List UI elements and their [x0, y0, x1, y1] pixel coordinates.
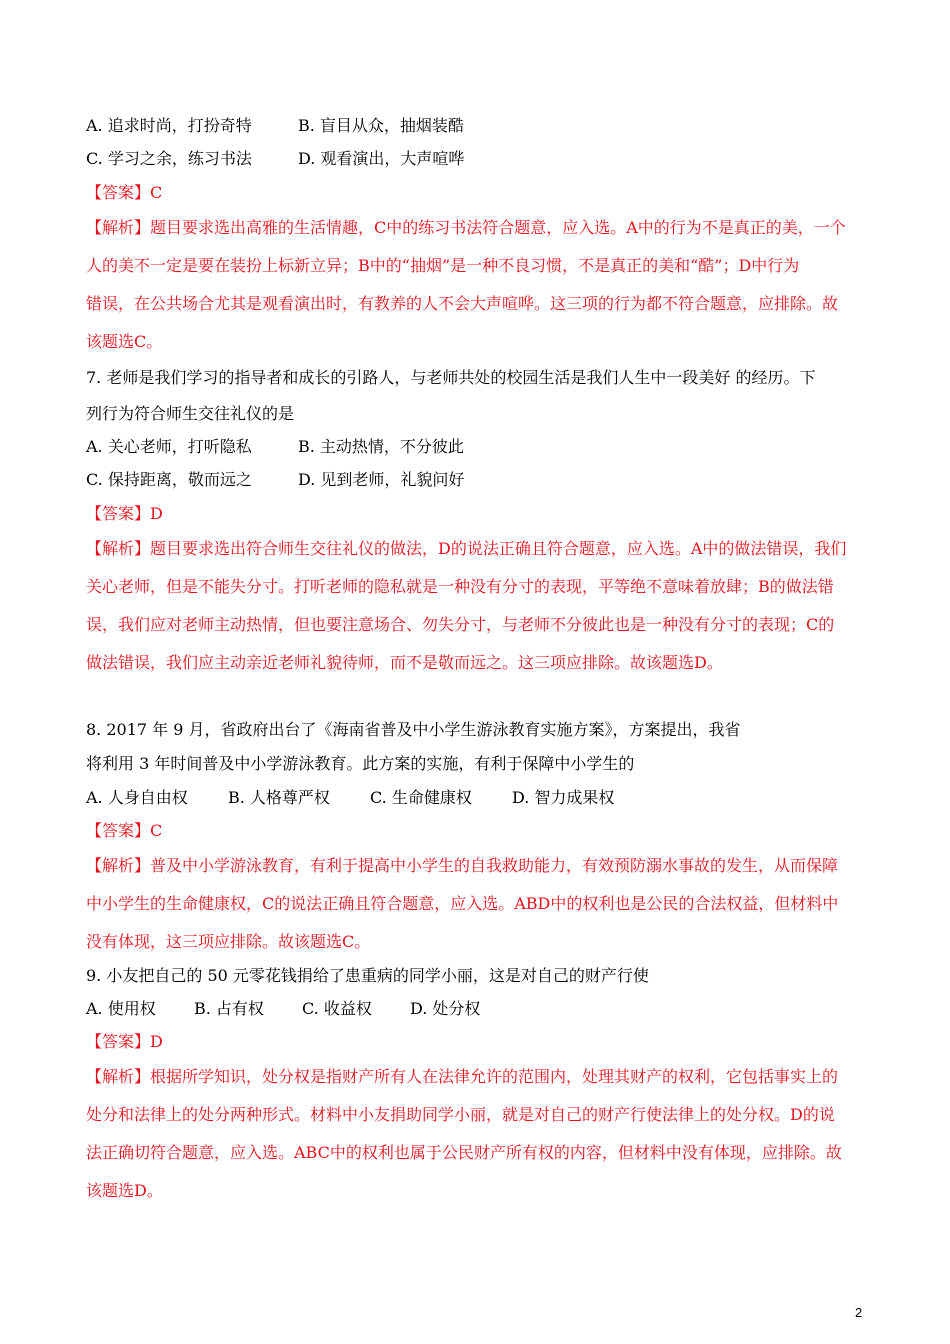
q9-analysis-line-2: 处分和法律上的处分两种形式。材料中小友捐助同学小丽，就是对自己的财产行使法律上的处分权。D的说: [86, 1105, 835, 1124]
option-c: C. 学习之余，练习书法: [86, 149, 252, 168]
option-c: C. 生命健康权: [370, 788, 472, 807]
option-b: B. 盲目从众，抽烟装酷: [298, 116, 464, 135]
option-a: A. 追求时尚，打扮奇特: [86, 116, 252, 135]
q7-stem-line-1: 7. 老师是我们学习的指导者和成长的引路人，与老师共处的校园生活是我们人生中一段美好 的经历。下: [86, 368, 816, 387]
prev-answer: 【答案】C: [86, 183, 163, 202]
q7-answer: 【答案】D: [86, 504, 163, 523]
option-b: B. 占有权: [194, 999, 264, 1018]
option-b: B. 人格尊严权: [228, 788, 330, 807]
q8-analysis-line-2: 中小学生的生命健康权，C的说法正确且符合题意，应入选。ABD中的权利也是公民的合法权益，但材料中: [86, 894, 839, 913]
option-a: A. 关心老师，打听隐私: [86, 437, 252, 456]
prev-analysis-line-2: 人的美不一定是要在装扮上标新立异；B中的“抽烟”是一种不良习惯，不是真正的美和“酷”；D中行为: [86, 256, 800, 275]
q9-answer: 【答案】D: [86, 1032, 163, 1051]
q7-stem-line-2: 列行为符合师生交往礼仪的是: [86, 404, 295, 423]
option-c: C. 保持距离，敬而远之: [86, 470, 252, 489]
q8-analysis-line-3: 没有体现，这三项应排除。故该题选C。: [86, 932, 371, 951]
q9-stem: 9. 小友把自己的 50 元零花钱捐给了患重病的同学小丽，这是对自己的财产行使: [86, 966, 649, 985]
q9-options: [86, 998, 480, 1020]
q9-analysis-line-4: 该题选D。: [86, 1181, 163, 1200]
option-d: D. 智力成果权: [512, 788, 615, 807]
option-c: C. 收益权: [302, 999, 372, 1018]
prev-options-row2: [86, 148, 464, 170]
option-d: D. 处分权: [410, 999, 481, 1018]
q8-stem-line-2: 将利用 3 年时间普及中小学游泳教育。此方案的实施，有利于保障中小学生的: [86, 754, 635, 773]
page-number: 2: [855, 1305, 863, 1320]
q7-analysis-line-2: 关心老师，但是不能失分寸。打听老师的隐私就是一种没有分寸的表现，平等绝不意味着放肆；B的做法错: [86, 577, 834, 596]
prev-analysis-line-3: 错误，在公共场合尤其是观看演出时，有教养的人不会大声喧哗。这三项的行为都不符合题意，应排除。故: [86, 294, 839, 313]
option-d: D. 见到老师，礼貌问好: [298, 470, 465, 489]
option-b: B. 主动热情，不分彼此: [298, 437, 464, 456]
q7-analysis-line-1: 【解析】题目要求选出符合师生交往礼仪的做法，D的说法正确且符合题意，应入选。A中的做法错误，我们: [86, 539, 847, 558]
prev-analysis-line-4: 该题选C。: [86, 332, 163, 351]
q8-answer: 【答案】C: [86, 821, 163, 840]
option-d: D. 观看演出，大声喧哗: [298, 149, 465, 168]
q7-analysis-line-3: 误，我们应对老师主动热情，但也要注意场合、勿失分寸，与老师不分彼此也是一种没有分寸的表现；C的: [86, 615, 835, 634]
q7-options-row2: [86, 469, 464, 491]
option-a: A. 人身自由权: [86, 788, 188, 807]
q7-options-row1: [86, 436, 464, 458]
prev-analysis-line-1: 【解析】题目要求选出高雅的生活情趣，C中的练习书法符合题意，应入选。A中的行为不是真正的美，一个: [86, 218, 846, 237]
option-a: A. 使用权: [86, 999, 156, 1018]
prev-options-row1: [86, 115, 464, 137]
q9-analysis-line-1: 【解析】根据所学知识，处分权是指财产所有人在法律允许的范围内，处理其财产的权利，它包括事实上的: [86, 1067, 839, 1086]
q8-analysis-line-1: 【解析】普及中小学游泳教育，有利于提高中小学生的自我救助能力，有效预防溺水事故的发生，从而保障: [86, 856, 839, 875]
q8-stem-line-1: 8. 2017 年 9 月，省政府出台了《海南省普及中小学生游泳教育实施方案》，方案提出，我省: [86, 720, 741, 739]
q8-options: [86, 787, 614, 809]
q7-analysis-line-4: 做法错误，我们应主动亲近老师礼貌待师，而不是敬而远之。这三项应排除。故该题选D。: [86, 653, 723, 672]
q9-analysis-line-3: 法正确切符合题意，应入选。ABC中的权利也属于公民财产所有权的内容，但材料中没有体现，应排除。故: [86, 1143, 842, 1162]
